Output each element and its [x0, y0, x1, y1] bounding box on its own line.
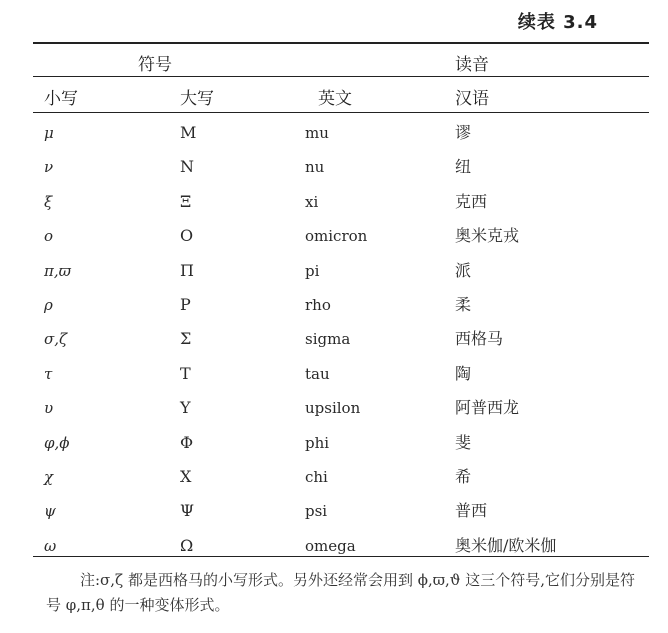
cell-english: chi — [305, 467, 328, 486]
cell-upper: N — [180, 157, 194, 177]
table-caption: 续表 3.4 — [517, 12, 598, 33]
table-row — [0, 219, 668, 253]
table-row — [0, 494, 668, 528]
cell-chinese: 阿普西龙 — [455, 398, 520, 418]
table-row — [0, 460, 668, 494]
cell-upper: Π — [180, 260, 194, 280]
cell-chinese: 柔 — [455, 294, 472, 314]
table-row — [0, 529, 668, 563]
cell-lower: π,ϖ — [44, 261, 71, 280]
header-lower: 小写 — [44, 89, 78, 109]
cell-lower: ξ — [44, 192, 53, 211]
cell-english: rho — [305, 295, 331, 314]
cell-upper: M — [180, 123, 197, 142]
cell-lower: μ — [44, 124, 54, 142]
cell-upper: X — [180, 466, 192, 486]
cell-lower: τ — [44, 364, 53, 383]
table-row — [0, 391, 668, 425]
cell-lower: ω — [44, 536, 57, 555]
cell-english: xi — [305, 192, 319, 211]
cell-english: omega — [305, 536, 356, 555]
cell-english: psi — [305, 502, 328, 521]
cell-chinese: 谬 — [455, 123, 472, 142]
cell-upper: P — [180, 294, 191, 314]
table-row — [0, 185, 668, 219]
bottom-rule — [33, 556, 649, 557]
cell-lower: o — [44, 227, 54, 246]
cell-english: omicron — [305, 227, 368, 246]
cell-lower: υ — [44, 399, 54, 418]
cell-lower: ν — [44, 158, 54, 177]
cell-lower: ρ — [44, 295, 53, 314]
cell-upper: Υ — [180, 398, 191, 418]
table-note — [46, 568, 646, 618]
cell-chinese: 派 — [455, 260, 472, 280]
cell-chinese: 奥米伽/欧米伽 — [455, 535, 557, 555]
cell-english: pi — [305, 261, 320, 280]
cell-english: sigma — [305, 330, 351, 349]
cell-english: nu — [305, 158, 325, 177]
cell-upper: Σ — [180, 329, 192, 349]
note-text: 注:σ,ζ 都是西格马的小写形式。另外还经常会用到 ϕ,ϖ,ϑ 这三个符号,它们分别是符号 φ,π,θ 的一种变体形式。 — [46, 571, 635, 614]
table-body — [0, 116, 668, 563]
cell-lower: χ — [44, 467, 54, 486]
group-rule — [33, 76, 649, 77]
table-row — [0, 254, 668, 288]
cell-lower: σ,ζ — [44, 330, 68, 349]
table-row — [0, 426, 668, 460]
header-symbol-group: 符号 — [138, 55, 172, 75]
header-english: 英文 — [318, 89, 352, 109]
cell-chinese: 普西 — [455, 501, 488, 521]
cell-upper: Ω — [180, 535, 194, 555]
cell-english: phi — [305, 433, 330, 452]
header-upper: 大写 — [180, 89, 214, 109]
cell-upper: Ξ — [180, 191, 192, 211]
cell-chinese: 克西 — [455, 191, 488, 211]
cell-upper: Ψ — [180, 501, 195, 521]
cell-chinese: 奥米克戎 — [455, 226, 520, 246]
header-reading-group: 读音 — [455, 55, 489, 75]
cell-upper: O — [180, 226, 194, 246]
cell-lower: ψ — [44, 502, 56, 521]
cell-chinese: 希 — [455, 466, 472, 486]
cell-english: upsilon — [305, 399, 361, 418]
cell-english: tau — [305, 364, 330, 383]
header-chinese: 汉语 — [455, 89, 489, 109]
cell-chinese: 陶 — [455, 363, 472, 383]
cell-upper: T — [180, 363, 191, 383]
cell-english: mu — [305, 124, 329, 142]
header-rule — [33, 112, 649, 113]
table-row — [0, 357, 668, 391]
cell-chinese: 西格马 — [455, 329, 504, 349]
table-row — [0, 116, 668, 150]
cell-upper: Φ — [180, 432, 194, 452]
cell-chinese: 纽 — [455, 157, 472, 177]
top-rule — [33, 42, 649, 44]
table-row — [0, 322, 668, 356]
table-row — [0, 150, 668, 184]
cell-chinese: 斐 — [455, 432, 472, 452]
cell-lower: φ,ϕ — [44, 433, 70, 452]
table-row — [0, 288, 668, 322]
